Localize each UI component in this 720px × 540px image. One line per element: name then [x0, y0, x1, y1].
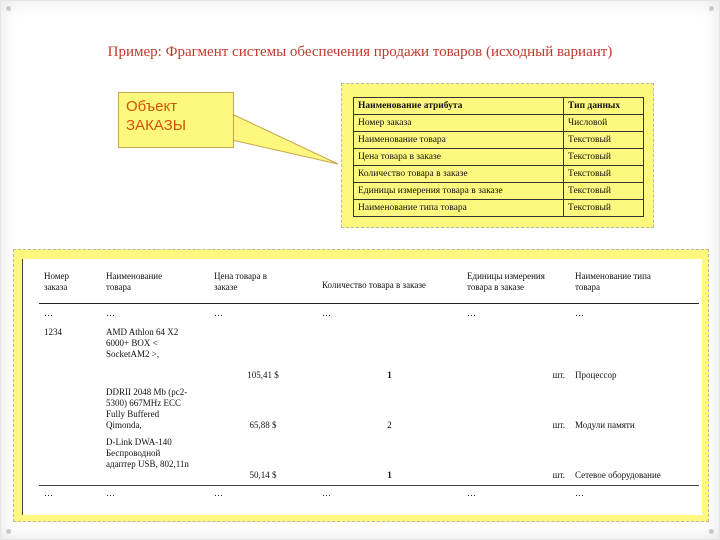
attr-header-type: Тип данных [564, 98, 644, 115]
product-name [101, 325, 209, 385]
ellipsis-cell: … [570, 485, 699, 501]
header-unit [462, 269, 570, 303]
header-order-number [39, 269, 101, 303]
product-name [101, 385, 209, 435]
header-text: Наименование [106, 271, 163, 281]
product-name-line: 5300) 667MHz ECC [106, 398, 181, 408]
ellipsis-cell: … [462, 485, 570, 501]
header-text: заказе [214, 282, 238, 292]
header-price [209, 269, 317, 303]
ellipsis-row [39, 485, 699, 501]
header-product-name [101, 269, 209, 303]
product-unit: шт. [552, 420, 565, 430]
product-quantity: 1 [387, 370, 392, 380]
header-text: Наименование типа [575, 271, 651, 281]
attribute-type: Текстовый [564, 149, 644, 166]
product-price: 105,41 $ [247, 370, 279, 380]
corner-dot [6, 6, 11, 11]
corner-dot [709, 529, 714, 534]
attributes-panel [341, 83, 654, 228]
attribute-row [354, 115, 644, 132]
attribute-type: Текстовый [564, 183, 644, 200]
callout-line: ЗАКАЗЫ [126, 117, 186, 134]
attributes-header-row [354, 98, 644, 115]
ellipsis-cell: … [39, 485, 101, 501]
ellipsis-row [39, 303, 699, 325]
ellipsis-cell: … [575, 307, 584, 318]
ellipsis-cell: … [317, 485, 462, 501]
product-name-line: D-Link DWA-140 [106, 437, 172, 447]
attribute-name: Номер заказа [354, 115, 564, 132]
callout-object-orders [118, 92, 234, 148]
order-number-empty [39, 435, 101, 485]
attribute-type: Текстовый [564, 132, 644, 149]
product-price: 50,14 $ [249, 469, 277, 480]
product-unit: шт. [552, 370, 565, 380]
order-number: 1234 [44, 327, 62, 337]
order-item-row [39, 385, 699, 435]
attribute-row [354, 132, 644, 149]
header-quantity: Количество товара в заказе [317, 269, 462, 303]
order-item-row [39, 325, 699, 385]
attribute-type: Числовой [564, 115, 644, 132]
corner-dot [6, 529, 11, 534]
product-name-line: AMD Athlon 64 X2 [106, 327, 179, 337]
order-number-empty [39, 385, 101, 435]
product-name-line: Qimonda, [106, 420, 142, 430]
header-product-type [570, 269, 699, 303]
header-text: заказа [44, 282, 68, 292]
orders-header-row [39, 269, 699, 303]
product-name-line: Беспроводной [106, 448, 161, 458]
attribute-name: Наименование товара [354, 132, 564, 149]
product-quantity: 2 [387, 420, 392, 430]
ellipsis-cell: … [322, 307, 331, 318]
product-name-line: Fully Buffered [106, 409, 160, 419]
ellipsis-cell: … [101, 485, 209, 501]
attributes-table [353, 97, 644, 217]
attribute-name: Наименование типа товара [354, 200, 564, 217]
slide-title: Пример: Фрагмент системы обеспечения продажи товаров (исходный вариант) [107, 44, 613, 60]
attribute-type: Текстовый [564, 200, 644, 217]
header-text: товара [575, 282, 600, 292]
product-name [101, 435, 209, 485]
product-unit: шт. [552, 469, 565, 480]
corner-dot [709, 6, 714, 11]
callout-line: Объект [126, 98, 178, 115]
ellipsis-cell: … [467, 307, 476, 318]
attribute-row [354, 149, 644, 166]
ellipsis-cell: … [44, 307, 53, 318]
header-text: Цена товара в [214, 271, 267, 281]
product-name-line: SocketAM2 >, [106, 349, 160, 359]
product-type: Модули памяти [575, 420, 635, 430]
product-type: Процессор [575, 370, 617, 380]
attribute-row [354, 183, 644, 200]
product-quantity: 1 [387, 469, 392, 480]
ellipsis-cell: … [209, 485, 317, 501]
orders-table [39, 269, 699, 501]
attribute-name: Единицы измерения товара в заказе [354, 183, 564, 200]
orders-panel [13, 249, 709, 522]
order-item-row [39, 435, 699, 485]
product-name-line: DDRII 2048 Mb (pc2- [106, 387, 188, 397]
product-price: 65,88 $ [249, 420, 277, 430]
orders-table-box [22, 259, 702, 515]
attribute-row [354, 166, 644, 183]
header-text: товара в заказе [467, 282, 525, 292]
product-type: Сетевое оборудование [575, 469, 661, 480]
header-text: Номер [44, 271, 70, 281]
header-text: Единицы измерения [467, 271, 545, 281]
header-text: товара [106, 282, 131, 292]
attribute-name: Количество товара в заказе [354, 166, 564, 183]
product-name-line: 6000+ BOX < [106, 338, 158, 348]
ellipsis-cell: … [214, 307, 223, 318]
ellipsis-cell: … [106, 307, 115, 318]
attr-header-name: Наименование атрибута [354, 98, 564, 115]
attribute-row [354, 200, 644, 217]
product-name-line: адаптер USB, 802,11n [106, 459, 189, 469]
attribute-type: Текстовый [564, 166, 644, 183]
attribute-name: Цена товара в заказе [354, 149, 564, 166]
